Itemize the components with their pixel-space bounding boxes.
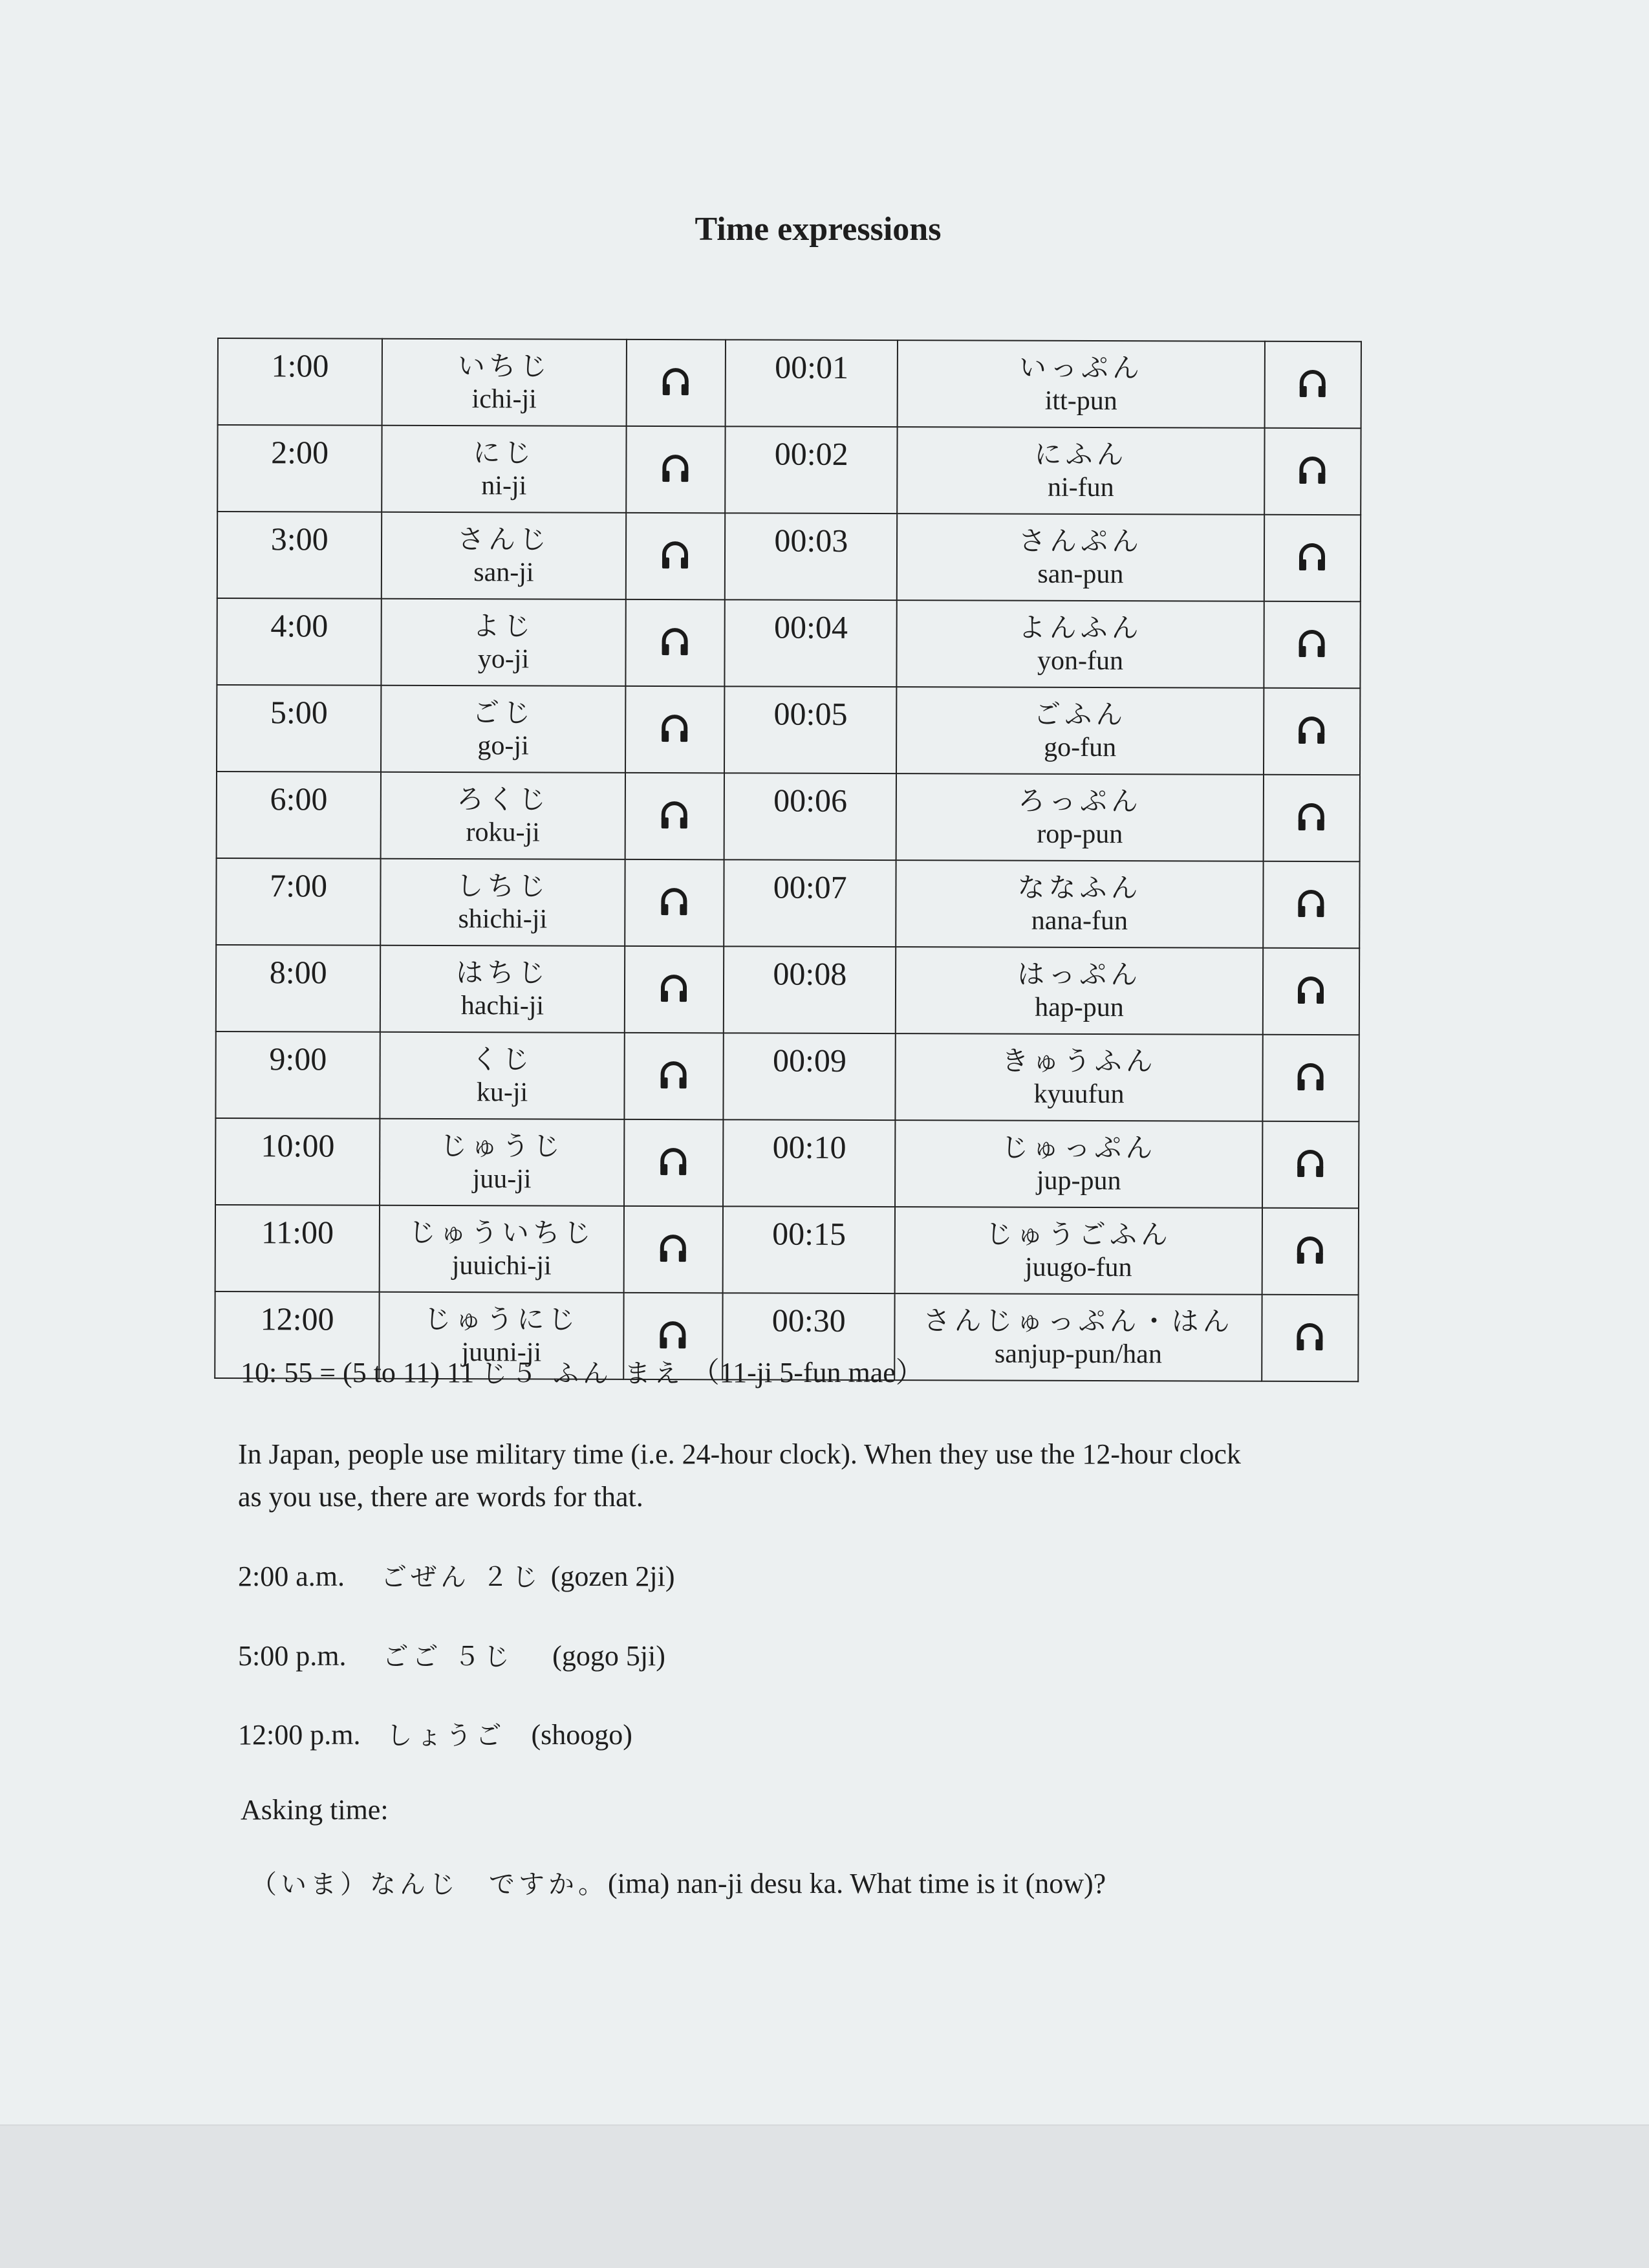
hour-kana: じゅうじ: [440, 1130, 565, 1162]
table-row: [217, 685, 1360, 775]
minute-romaji: jup-pun: [1036, 1165, 1121, 1196]
headphone-icon[interactable]: [1297, 367, 1329, 400]
minute-cell: 00:05: [724, 686, 897, 773]
hour-audio-cell[interactable]: [626, 340, 726, 426]
minute-audio-cell[interactable]: [1264, 601, 1361, 688]
table-row: [215, 1118, 1359, 1208]
hour-reading-cell: [380, 1205, 624, 1293]
minute-romaji: ni-fun: [1047, 472, 1114, 503]
asking-line: [251, 1863, 1106, 1906]
minute-kana: ななふん: [1017, 871, 1142, 904]
hour-reading-cell: [382, 339, 627, 426]
asking-japanese: （いま）なんじ ですか。: [251, 1870, 608, 1899]
minute-romaji: yon-fun: [1037, 645, 1124, 676]
hour-audio-cell[interactable]: [624, 1033, 724, 1119]
table-row: [218, 338, 1361, 428]
hour-kana: にじ: [473, 437, 535, 469]
minute-kana: よんふん: [1018, 611, 1143, 644]
minute-cell: 00:01: [726, 340, 898, 427]
headphone-icon[interactable]: [658, 1059, 690, 1091]
time-expressions-table: [214, 338, 1362, 1382]
table-row: [215, 1205, 1359, 1295]
hour-reading-cell: [382, 599, 626, 686]
hour-romaji: yo-ji: [477, 644, 530, 675]
hour-audio-cell[interactable]: [626, 513, 726, 599]
minute-reading-cell: [896, 1033, 1263, 1121]
minute-reading-cell: [896, 1120, 1263, 1208]
minute-cell: 00:09: [723, 1033, 896, 1120]
minute-romaji: sanjup-pun/han: [994, 1339, 1162, 1370]
hour-cell: 7:00: [216, 858, 381, 945]
scanner-bottom-band: [0, 2124, 1649, 2268]
hour-reading-cell: [381, 772, 625, 859]
headphone-icon[interactable]: [1295, 1061, 1327, 1093]
hour-romaji: juuichi-ji: [451, 1251, 552, 1281]
hour-audio-cell[interactable]: [625, 773, 724, 859]
hour-cell: 1:00: [218, 338, 383, 426]
hour-audio-cell[interactable]: [625, 599, 725, 686]
headphone-icon[interactable]: [658, 885, 691, 918]
minute-kana: ごふん: [1033, 698, 1127, 731]
minute-cell: 00:08: [724, 946, 896, 1033]
minute-reading-cell: [898, 427, 1265, 515]
headphone-icon[interactable]: [1294, 1234, 1326, 1266]
table-row: [217, 598, 1360, 688]
page-title: Time expressions: [695, 211, 942, 248]
hour-cell: 10:00: [215, 1118, 380, 1205]
minute-audio-cell[interactable]: [1262, 1295, 1359, 1381]
hour-kana: くじ: [471, 1043, 534, 1075]
hour-cell: 2:00: [217, 425, 382, 512]
headphone-icon[interactable]: [660, 365, 692, 398]
clock-romaji: (shoogo): [531, 1719, 632, 1751]
hour-audio-cell[interactable]: [625, 686, 725, 773]
minute-cell: 00:06: [724, 773, 897, 860]
hour-reading-cell: [382, 512, 626, 599]
hour-reading-cell: [380, 945, 625, 1033]
hour-audio-cell[interactable]: [626, 426, 726, 513]
military-note-line-2: as you use, there are words for that.: [238, 1481, 643, 1513]
hour-romaji: hachi-ji: [460, 991, 544, 1021]
hour-kana: ごじ: [472, 697, 535, 729]
clock-romaji: (gozen 2ji): [550, 1561, 675, 1592]
minute-romaji: juugo-fun: [1024, 1252, 1132, 1283]
headphone-icon[interactable]: [1296, 627, 1328, 660]
hour-romaji: san-ji: [473, 557, 534, 588]
minute-kana: ろっぷん: [1017, 784, 1142, 817]
table-row: [217, 512, 1361, 601]
asking-romaji: (ima) nan-ji desu ka. What time is it (now)?: [608, 1868, 1106, 1899]
minute-reading-cell: [896, 773, 1264, 861]
hour-cell: 12:00: [215, 1291, 380, 1379]
hour-cell: 5:00: [217, 685, 382, 772]
headphone-icon[interactable]: [1295, 714, 1328, 746]
minute-cell: 00:02: [725, 426, 898, 513]
example-line: [241, 1352, 924, 1395]
headphone-icon[interactable]: [1295, 801, 1328, 833]
minute-romaji: kyuufun: [1033, 1079, 1125, 1110]
minute-audio-cell[interactable]: [1262, 948, 1359, 1035]
hour-reading-cell: [380, 1119, 624, 1206]
headphone-icon[interactable]: [657, 1319, 689, 1351]
clock-time: 5:00 p.m.: [238, 1640, 347, 1672]
clock-example-noon: [238, 1714, 632, 1757]
minute-cell: 00:07: [724, 859, 896, 947]
minute-kana: はっぷん: [1017, 958, 1142, 991]
minute-romaji: san-pun: [1037, 559, 1124, 590]
clock-example-am: [238, 1555, 675, 1599]
hour-romaji: ni-ji: [481, 471, 527, 501]
hour-cell: 8:00: [216, 945, 381, 1032]
clock-time: 2:00 a.m.: [238, 1561, 345, 1592]
table-row: [216, 945, 1359, 1035]
minute-reading-cell: [896, 860, 1264, 948]
minute-kana: さんぷん: [1018, 524, 1143, 557]
minute-audio-cell[interactable]: [1262, 1035, 1359, 1121]
hour-reading-cell: [381, 859, 625, 946]
minute-romaji: nana-fun: [1031, 905, 1128, 936]
hour-cell: 6:00: [217, 772, 382, 859]
headphone-icon[interactable]: [1294, 1147, 1326, 1180]
hour-reading-cell: [381, 686, 625, 773]
table-row: [215, 1031, 1359, 1121]
hour-romaji: ku-ji: [476, 1077, 528, 1108]
hour-cell: 4:00: [217, 598, 382, 686]
minute-audio-cell[interactable]: [1264, 688, 1361, 775]
hour-audio-cell[interactable]: [625, 946, 724, 1033]
minute-cell: 00:10: [723, 1119, 896, 1207]
headphone-icon[interactable]: [657, 1232, 689, 1264]
asking-heading: Asking time:: [241, 1794, 389, 1826]
headphone-icon[interactable]: [658, 972, 690, 1004]
headphone-icon[interactable]: [658, 799, 691, 831]
table-row: [217, 425, 1361, 515]
clock-japanese: ごご ５じ: [382, 1642, 514, 1672]
minute-reading-cell: [896, 687, 1264, 775]
minute-romaji: hap-pun: [1035, 992, 1124, 1023]
minute-romaji: go-fun: [1044, 732, 1117, 763]
table-row: [217, 772, 1360, 861]
minute-reading-cell: [895, 1207, 1262, 1295]
hour-audio-cell[interactable]: [624, 1119, 724, 1206]
minute-cell: 00:04: [724, 599, 897, 687]
minute-reading-cell: [896, 947, 1263, 1035]
minute-reading-cell: [895, 1293, 1262, 1381]
hour-kana: いちじ: [457, 350, 551, 382]
military-note: [238, 1433, 1241, 1518]
minute-kana: じゅうごふん: [985, 1218, 1172, 1251]
minute-audio-cell[interactable]: [1264, 341, 1361, 428]
hour-romaji: ichi-ji: [471, 384, 537, 415]
headphone-icon[interactable]: [1297, 454, 1329, 486]
example-japanese: じ５ ふん まえ: [481, 1359, 684, 1388]
minute-cell: 00:03: [725, 513, 898, 600]
hour-kana: じゅういちじ: [408, 1216, 595, 1249]
minute-kana: きゅうふん: [1001, 1044, 1157, 1077]
example-lead: 10: 55 = (5 to 11) 11: [241, 1357, 482, 1388]
minute-kana: さんじゅっぷん・はん: [923, 1304, 1234, 1337]
hour-cell: 3:00: [217, 512, 382, 599]
hour-kana: じゅうにじ: [424, 1302, 579, 1335]
minute-reading-cell: [898, 340, 1265, 428]
minute-audio-cell[interactable]: [1262, 1208, 1359, 1295]
hour-reading-cell: [380, 1032, 625, 1119]
hour-romaji: juuni-ji: [461, 1337, 542, 1368]
headphone-icon[interactable]: [659, 712, 691, 744]
headphone-icon[interactable]: [659, 625, 691, 658]
minute-reading-cell: [897, 513, 1264, 601]
hour-romaji: shichi-ji: [458, 904, 548, 934]
hour-kana: さんじ: [457, 523, 551, 556]
hour-kana: ろくじ: [456, 783, 550, 815]
minute-audio-cell[interactable]: [1262, 1121, 1359, 1208]
hour-romaji: roku-ji: [466, 817, 540, 848]
hour-kana: はちじ: [456, 956, 550, 989]
hour-cell: 9:00: [215, 1031, 380, 1119]
headphone-icon[interactable]: [660, 452, 692, 484]
minute-kana: にふん: [1034, 438, 1128, 471]
minute-cell: 00:15: [723, 1206, 896, 1293]
clock-japanese: しょうご: [386, 1721, 506, 1751]
clock-example-pm: [238, 1635, 665, 1678]
clock-romaji: (gogo 5ji): [552, 1640, 665, 1672]
clock-time: 12:00 p.m.: [238, 1719, 361, 1751]
hour-cell: 11:00: [215, 1205, 380, 1292]
minute-kana: じゅっぷん: [1001, 1131, 1157, 1164]
headphone-icon[interactable]: [1296, 541, 1328, 573]
minute-audio-cell[interactable]: [1263, 861, 1360, 948]
headphone-icon[interactable]: [658, 1145, 690, 1178]
hour-romaji: go-ji: [477, 731, 529, 761]
hour-audio-cell[interactable]: [625, 859, 724, 946]
clock-japanese: ごぜん ２じ: [380, 1562, 542, 1592]
minute-kana: いっぷん: [1018, 351, 1143, 384]
headphone-icon[interactable]: [1295, 974, 1327, 1006]
hour-kana: しちじ: [456, 870, 550, 902]
hour-kana: よじ: [472, 610, 535, 642]
minute-audio-cell[interactable]: [1264, 515, 1361, 601]
headphone-icon[interactable]: [1294, 1321, 1326, 1353]
minute-romaji: itt-pun: [1044, 385, 1117, 416]
minute-reading-cell: [897, 600, 1264, 688]
hour-reading-cell: [382, 426, 626, 513]
minute-audio-cell[interactable]: [1263, 775, 1360, 861]
headphone-icon[interactable]: [659, 539, 691, 571]
minute-audio-cell[interactable]: [1264, 428, 1361, 515]
example-romaji: （11-ji 5-fun mae）: [691, 1357, 924, 1388]
minute-romaji: rop-pun: [1037, 819, 1123, 850]
hour-romaji: juu-ji: [472, 1164, 532, 1194]
military-note-line-1: In Japan, people use military time (i.e. 24-hour clock). When they use the 12-hour clock: [238, 1438, 1241, 1470]
table-row: [216, 858, 1359, 948]
minute-cell: 00:30: [722, 1293, 895, 1380]
hour-audio-cell[interactable]: [623, 1206, 723, 1293]
headphone-icon[interactable]: [1295, 887, 1328, 920]
